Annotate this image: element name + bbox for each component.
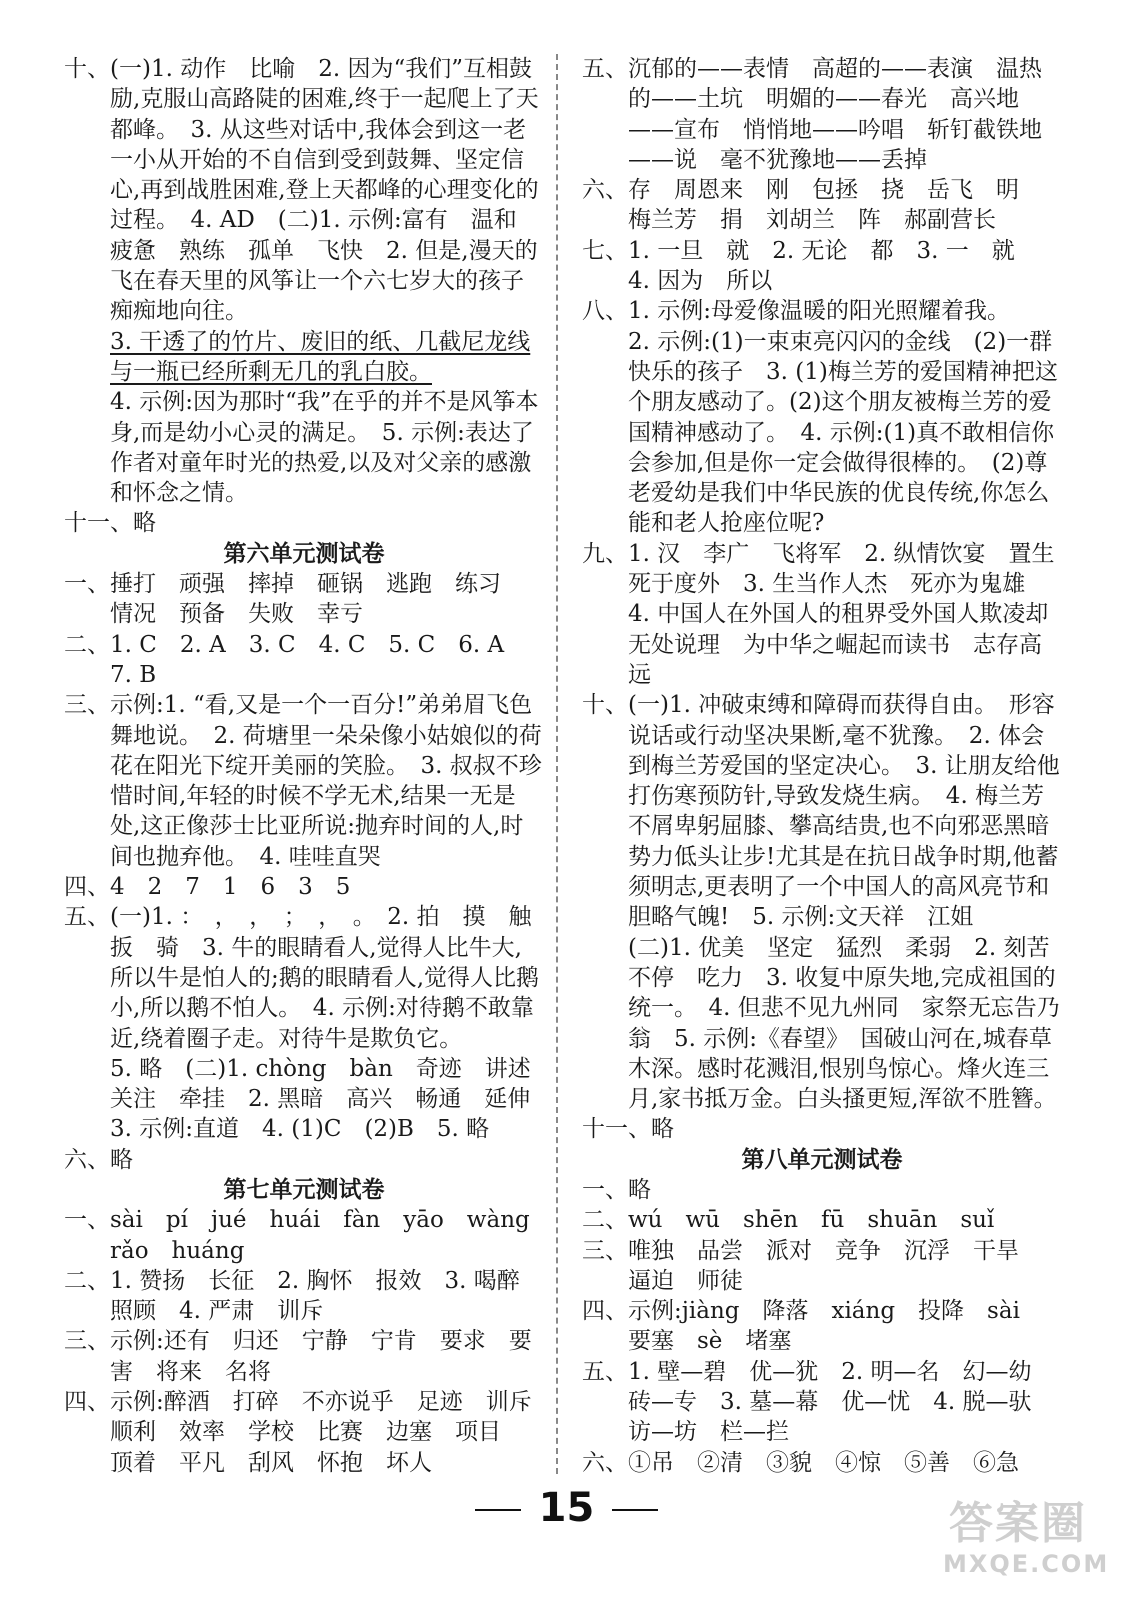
answer-item: 六、略 bbox=[64, 1146, 133, 1173]
answer-item: 十一、略 bbox=[582, 1116, 674, 1143]
answer-item: 三、示例:还有 归还 宁静 宁肯 要求 要害 将来 名将 bbox=[64, 1328, 532, 1385]
answer-continuation: 4. 中国人在外国人的租界受外国人欺凌却无处说理 为中华之崛起而读书 志存高远 bbox=[628, 601, 1049, 688]
answer-item: 四、示例:醉酒 打碎 不亦说乎 足迹 训斥 顺利 效率 学校 比赛 边塞 项目 顶着 平凡 刮风 怀抱 坏人 bbox=[64, 1389, 555, 1476]
answer-item: 八、1. 示例:母爱像温暖的阳光照耀着我。 bbox=[582, 298, 1011, 325]
watermark-logo bbox=[943, 1498, 1110, 1586]
answer-continuation: (二)1. 优美 坚定 猛烈 柔弱 2. 刻苦 不停 吃力 3. 收复中原失地,完成祖国的统一。 4. 但悲不见九州同 家祭无忘告乃翁 5. 示例:《春望》 国破山河在,城春草木深。感时花溅泪,恨别鸟惊心。烽火连三月,家书抵万金。白头搔更短,浑欲不胜簪。 bbox=[628, 934, 1073, 1113]
watermark-top: 答案圈 bbox=[949, 1498, 1087, 1549]
answer-continuation: 4. 示例:因为那时“我”在乎的并不是风筝本身,而是幼小心灵的满足。 5. 示例:表达了作者对童年时光的热爱,以及对父亲的感激和怀念之情。 bbox=[110, 389, 539, 507]
answer-item: 四、4 2 7 1 6 3 5 bbox=[64, 874, 351, 901]
answer-continuation-underlined: 3. 干透了的竹片、废旧的纸、几截尼龙线与一瓶已经所剩无几的乳白胶。 bbox=[110, 328, 531, 385]
answer-item: 七、1. 一旦 就 2. 无论 都 3. 一 就 bbox=[582, 237, 1015, 264]
answer-item: 十、(一)1. 冲破束缚和障碍而获得自由。 形容说话或行动坚决果断,毫不犹豫。 2. 体会到梅兰芳爱国的坚定决心。 3. 让朋友给他打伤寒预防针,导致发烧生病。 4. 梅兰芳不屑卑躬屈膝、攀高结贵,也不向邪恶黑暗势力低头让步!尤其是在抗日战争时期,他蓄须明志,更表明了一个中国人的高风亮节和胆略气魄! 5. 示例:文天祥 江姐 bbox=[582, 692, 1060, 931]
answer-item: 一、sài pí jué huái fàn yāo wàng rǎo huáng bbox=[64, 1207, 553, 1264]
answer-item: 六、存 周恩来 刚 包拯 挠 岳飞 明 梅兰芳 捐 刘胡兰 阵 郝副营长 bbox=[582, 177, 1042, 234]
page-number: 15 bbox=[538, 1485, 595, 1531]
answer-continuation: 4. 因为 所以 bbox=[628, 268, 773, 295]
left-column bbox=[64, 54, 555, 1478]
answer-item: 二、wú wū shēn fū shuān suǐ bbox=[582, 1207, 995, 1234]
watermark-bottom: MXQE.COM bbox=[943, 1550, 1110, 1578]
answer-item: 五、1. 壁—碧 优—犹 2. 明—名 幻—幼 砖—专 3. 墓—幕 优—忧 4. 脱—驮 访—坊 栏—拦 bbox=[582, 1358, 1055, 1446]
answer-item: 六、①吊 ②清 ③貌 ④惊 ⑤善 ⑥急 bbox=[582, 1449, 1019, 1476]
answer-item: 一、略 bbox=[582, 1176, 651, 1203]
unit-heading: 第八单元测试卷 bbox=[741, 1145, 903, 1173]
answer-continuation: 2. 示例:(1)一束束亮闪闪的金线 (2)一群快乐的孩子 3. (1)梅兰芳的爱国精神把这个朋友感动了。(2)这个朋友被梅兰芳的爱国精神感动了。 4. 示例:(1)真不敢相信你会参加,但是你一定会做得很棒的。 (2)尊老爱幼是我们中华民族的优良传统,你怎么能和老人抢座位呢? bbox=[628, 328, 1058, 537]
answer-item: 十一、略 bbox=[64, 510, 156, 537]
answer-continuation: 5. 略 (二)1. chòng bàn 奇迹 讲述 关注 牵挂 2. 黑暗 高兴 畅通 延伸 3. 示例:直道 4. (1)C (2)B 5. 略 bbox=[110, 1055, 554, 1143]
answer-item: 二、1. C 2. A 3. C 4. C 5. C 6. A 7. B bbox=[64, 631, 528, 688]
answer-item: 二、1. 赞扬 长征 2. 胸怀 报效 3. 喝醉 照顾 4. 严肃 训斥 bbox=[64, 1267, 543, 1325]
footer-dash-left bbox=[475, 1509, 521, 1511]
answer-item: 三、示例:1. “看,又是一个一百分!”弟弟眉飞色舞地说。 2. 荷塘里一朵朵像小姑娘似的荷花在阳光下绽开美丽的笑脸。 3. 叔叔不珍惜时间,年轻的时候不学无术,结果一无是处,这正像莎士比亚所说:抛弃时间的人,时间也抛弃他。 4. 哇哇直哭 bbox=[64, 692, 542, 870]
unit-heading: 第六单元测试卷 bbox=[223, 539, 385, 567]
answer-item: 五、(一)1. ： ， ， ； ， 。 2. 拍 摸 触 扳 骑 3. 牛的眼睛看人,觉得人比牛大,所以牛是怕人的;鹅的眼睛看人,觉得人比鹅小,所以鹅不怕人。 4. 示例:对待鹅不敢靠近,绕着圈子走。对待牛是欺负它。 bbox=[64, 904, 555, 1052]
column-divider bbox=[556, 54, 558, 1474]
answer-item: 一、捶打 顽强 摔掉 砸锅 逃跑 练习 情况 预备 失败 幸亏 bbox=[64, 571, 524, 628]
answer-item: 四、示例:jiàng 降落 xiáng 投降 sài 要塞 sè 堵塞 bbox=[582, 1298, 1043, 1355]
answer-item: 三、唯独 品尝 派对 竞争 沉浮 干旱 逼迫 师徒 bbox=[582, 1237, 1042, 1294]
answer-item: 十、(一)1. 动作 比喻 2. 因为“我们”互相鼓励,克服山高路陡的困难,终于一起爬上了天都峰。 3. 从这些对话中,我体会到这一老一小从开始的不自信到受到鼓舞、坚定信心,再到战胜困难,登上天都峰的心理变化的过程。 4. AD (二)1. 示例:富有 温和 疲惫 熟练 孤单 飞快 2. 但是,漫天的飞在春天里的风筝让一个六七岁大的孩子痴痴地向往。 bbox=[64, 56, 540, 325]
answer-item: 九、1. 汉 李广 飞将军 2. 纵情饮宴 置生死于度外 3. 生当作人杰 死亦为鬼雄 bbox=[582, 540, 1055, 598]
footer-dash-right bbox=[612, 1509, 658, 1511]
answer-item: 五、沉郁的——表情 高超的——表演 温热的——土坑 明媚的——春光 高兴地——宣布 悄悄地——吟唱 斩钉截铁地——说 毫不犹豫地——丢掉 bbox=[582, 56, 1042, 173]
unit-heading: 第七单元测试卷 bbox=[223, 1175, 385, 1203]
right-column bbox=[582, 54, 1073, 1478]
